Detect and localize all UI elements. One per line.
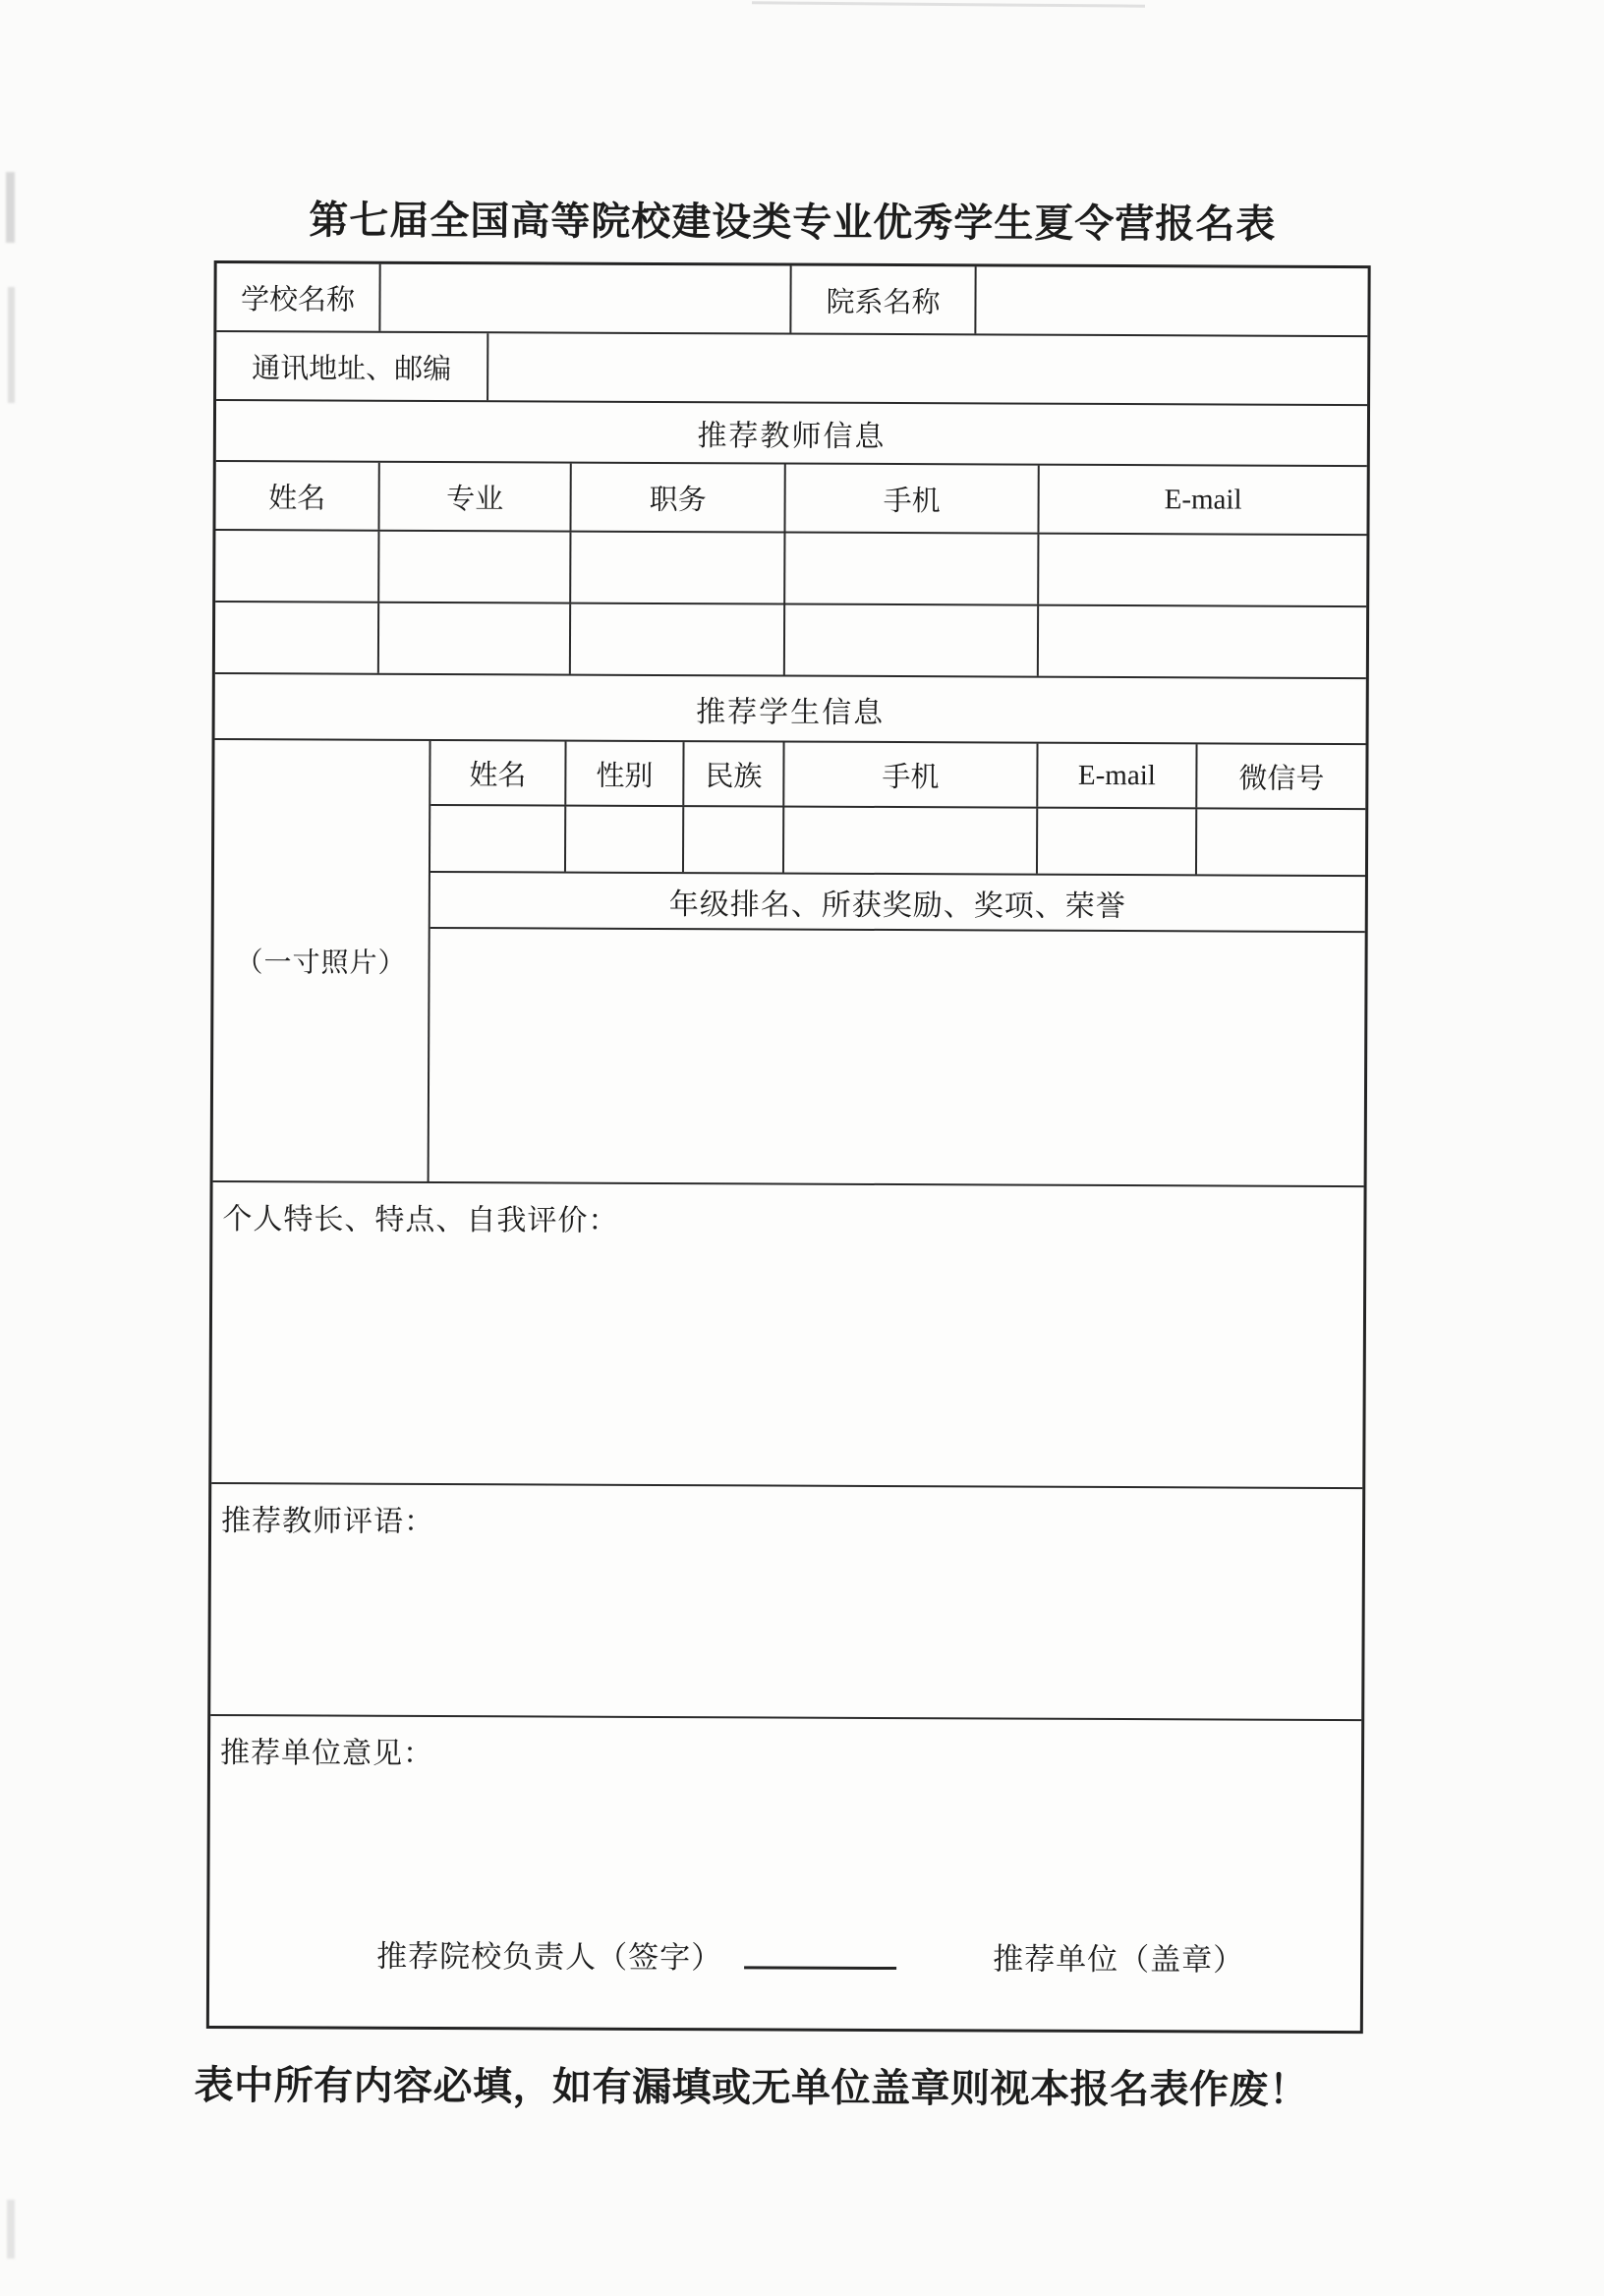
school-row xyxy=(216,263,1367,337)
empty-cell xyxy=(684,807,784,872)
teacher-col-name: 姓名 xyxy=(215,462,379,530)
teacher-col-position: 职务 xyxy=(571,464,785,532)
teacher-comments-section xyxy=(210,1484,1362,1721)
seal-label: 推荐单位（盖章） xyxy=(993,1941,1245,1978)
registration-form-table xyxy=(206,260,1371,2034)
student-col-gender: 性别 xyxy=(566,742,684,806)
unit-opinion-section xyxy=(209,1716,1361,2031)
teacher-header-row xyxy=(215,462,1366,536)
scan-artifact xyxy=(7,2200,15,2259)
self-evaluation-label: 个人特长、特点、自我评价： xyxy=(222,1203,619,1237)
empty-cell xyxy=(571,533,785,603)
empty-cell xyxy=(379,532,571,603)
empty-cell xyxy=(1038,809,1197,875)
teacher-col-email: E-mail xyxy=(1164,483,1242,516)
photo-placeholder-cell: （一寸照片） xyxy=(213,740,431,1181)
address-row xyxy=(216,332,1367,406)
page-title: 第七届全国高等院校建设类专业优秀学生夏令营报名表 xyxy=(309,198,1277,247)
empty-cell xyxy=(215,603,379,673)
signature-line xyxy=(744,1966,896,1970)
student-col-wechat: 微信号 xyxy=(1238,763,1325,795)
footer-note: 表中所有内容必填，如有漏填或无单位盖章则视本报名表作废！ xyxy=(194,2062,1309,2112)
self-evaluation-section xyxy=(211,1182,1363,1489)
address-value-cell xyxy=(488,333,1367,404)
school-name-label: 学校名称 xyxy=(216,263,380,331)
student-col-name: 姓名 xyxy=(430,741,566,805)
teacher-col-mobile: 手机 xyxy=(785,465,1039,533)
unit-opinion-label: 推荐单位意见： xyxy=(219,1737,434,1770)
empty-cell xyxy=(785,534,1039,604)
department-name-value-cell xyxy=(976,266,1367,335)
student-info-header: 推荐学生信息 xyxy=(215,674,1366,745)
scan-artifact xyxy=(6,172,15,243)
empty-cell xyxy=(785,605,1039,676)
empty-cell xyxy=(571,604,785,675)
empty-cell xyxy=(566,807,684,873)
empty-cell xyxy=(379,603,571,674)
student-info-right xyxy=(430,741,1366,1185)
empty-cell xyxy=(215,531,379,602)
student-col-ethnicity: 民族 xyxy=(684,742,784,805)
empty-cell xyxy=(430,806,566,872)
school-name-value-cell xyxy=(380,264,791,333)
empty-cell xyxy=(784,808,1038,874)
awards-header: 年级排名、所获奖励、奖项、荣誉 xyxy=(430,873,1365,933)
scan-artifact xyxy=(8,287,15,403)
teacher-data-row xyxy=(215,603,1366,679)
student-col-mobile: 手机 xyxy=(784,743,1038,807)
empty-cell xyxy=(1039,535,1366,605)
form-sheet xyxy=(194,189,1371,2115)
awards-value-area xyxy=(430,929,1365,1185)
student-header-row xyxy=(430,741,1365,810)
teacher-col-major: 专业 xyxy=(379,463,571,531)
signature-row xyxy=(209,1930,1360,1980)
teacher-info-header: 推荐教师信息 xyxy=(216,401,1367,467)
department-name-label: 院系名称 xyxy=(791,266,976,334)
address-label: 通讯地址、邮编 xyxy=(216,332,488,400)
student-col-email: E-mail xyxy=(1038,744,1197,808)
signature-label: 推荐院校负责人（签字） xyxy=(376,1938,723,1976)
empty-cell xyxy=(1039,606,1366,677)
student-info-block xyxy=(213,740,1366,1187)
student-data-row xyxy=(430,806,1365,877)
teacher-comments-label: 推荐教师评语： xyxy=(221,1505,435,1538)
empty-cell xyxy=(1197,809,1365,875)
teacher-data-row xyxy=(215,531,1366,607)
scan-artifact xyxy=(752,1,1145,7)
